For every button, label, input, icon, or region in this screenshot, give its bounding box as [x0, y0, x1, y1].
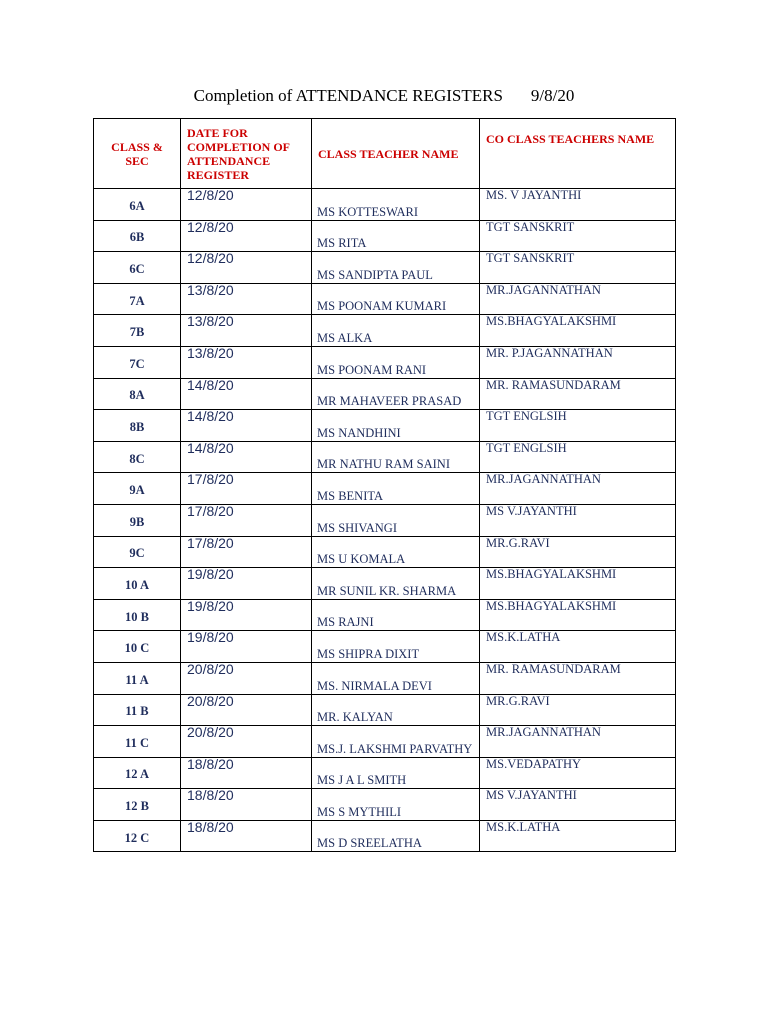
table-row — [94, 536, 676, 568]
table-header — [94, 119, 676, 189]
table-row — [94, 568, 676, 600]
table-row — [94, 189, 676, 221]
class-teacher-cell: MS. NIRMALA DEVI — [312, 662, 480, 694]
completion-date-cell: 12/8/20 — [181, 189, 312, 221]
completion-date-cell: 18/8/20 — [181, 789, 312, 821]
class-section-cell: 8A — [94, 378, 181, 410]
table-row — [94, 726, 676, 758]
class-teacher-cell: MS SANDIPTA PAUL — [312, 252, 480, 284]
completion-date-cell: 20/8/20 — [181, 694, 312, 726]
class-section-cell: 7C — [94, 346, 181, 378]
completion-date-cell: 12/8/20 — [181, 220, 312, 252]
co-class-teacher-cell: MS. V JAYANTHI — [480, 189, 676, 221]
table-row — [94, 252, 676, 284]
document-date: 9/8/20 — [530, 86, 575, 105]
class-teacher-cell: MR SUNIL KR. SHARMA — [312, 568, 480, 600]
completion-date-cell: 17/8/20 — [181, 473, 312, 505]
class-section-cell: 8B — [94, 410, 181, 442]
table-row — [94, 504, 676, 536]
table-row — [94, 631, 676, 663]
co-class-teacher-cell: MS.K.LATHA — [480, 820, 676, 852]
class-teacher-cell: MS RAJNI — [312, 599, 480, 631]
completion-date-cell: 13/8/20 — [181, 283, 312, 315]
co-class-teacher-cell: TGT SANSKRIT — [480, 252, 676, 284]
table-row — [94, 820, 676, 852]
class-section-cell: 7B — [94, 315, 181, 347]
table-row — [94, 662, 676, 694]
co-class-teacher-cell: MR. RAMASUNDARAM — [480, 662, 676, 694]
completion-date-cell: 20/8/20 — [181, 726, 312, 758]
class-section-cell: 6A — [94, 189, 181, 221]
class-section-cell: 6B — [94, 220, 181, 252]
class-teacher-cell: MS U KOMALA — [312, 536, 480, 568]
co-class-teacher-cell: MS V.JAYANTHI — [480, 789, 676, 821]
header-completion-date: DATE FOR COMPLETION OF ATTENDANCE REGISTER — [181, 119, 312, 189]
co-class-teacher-cell: MS V.JAYANTHI — [480, 504, 676, 536]
completion-date-cell: 17/8/20 — [181, 504, 312, 536]
class-teacher-cell: MR MAHAVEER PRASAD — [312, 378, 480, 410]
co-class-teacher-cell: MS.K.LATHA — [480, 631, 676, 663]
class-teacher-cell: MS RITA — [312, 220, 480, 252]
co-class-teacher-cell: TGT SANSKRIT — [480, 220, 676, 252]
class-section-cell: 6C — [94, 252, 181, 284]
completion-date-cell: 18/8/20 — [181, 820, 312, 852]
header-row — [94, 119, 676, 189]
class-section-cell: 9C — [94, 536, 181, 568]
header-co-class-teachers: CO CLASS TEACHERS NAME — [480, 119, 676, 189]
class-section-cell: 8C — [94, 441, 181, 473]
co-class-teacher-cell: MR.JAGANNATHAN — [480, 473, 676, 505]
table-row — [94, 694, 676, 726]
class-teacher-cell: MS J A L SMITH — [312, 757, 480, 789]
class-teacher-cell: MS S MYTHILI — [312, 789, 480, 821]
class-teacher-cell: MS ALKA — [312, 315, 480, 347]
attendance-register-table — [93, 118, 676, 852]
completion-date-cell: 20/8/20 — [181, 662, 312, 694]
header-class-sec: CLASS & SEC — [94, 119, 181, 189]
class-section-cell: 11 C — [94, 726, 181, 758]
class-section-cell: 11 A — [94, 662, 181, 694]
table-row — [94, 473, 676, 505]
class-section-cell: 12 A — [94, 757, 181, 789]
class-section-cell: 9A — [94, 473, 181, 505]
co-class-teacher-cell: MS.BHAGYALAKSHMI — [480, 568, 676, 600]
co-class-teacher-cell: MS.BHAGYALAKSHMI — [480, 599, 676, 631]
class-teacher-cell: MR. KALYAN — [312, 694, 480, 726]
class-teacher-cell: MS BENITA — [312, 473, 480, 505]
class-teacher-cell: MS POONAM RANI — [312, 346, 480, 378]
completion-date-cell: 13/8/20 — [181, 315, 312, 347]
completion-date-cell: 17/8/20 — [181, 536, 312, 568]
co-class-teacher-cell: MS.BHAGYALAKSHMI — [480, 315, 676, 347]
co-class-teacher-cell: MR.JAGANNATHAN — [480, 726, 676, 758]
class-teacher-cell: MR NATHU RAM SAINI — [312, 441, 480, 473]
table-row — [94, 283, 676, 315]
completion-date-cell: 19/8/20 — [181, 568, 312, 600]
class-teacher-cell: MS SHIPRA DIXIT — [312, 631, 480, 663]
co-class-teacher-cell: MS.VEDAPATHY — [480, 757, 676, 789]
completion-date-cell: 13/8/20 — [181, 346, 312, 378]
table-row — [94, 757, 676, 789]
co-class-teacher-cell: MR. RAMASUNDARAM — [480, 378, 676, 410]
header-class-teacher: CLASS TEACHER NAME — [312, 119, 480, 189]
completion-date-cell: 12/8/20 — [181, 252, 312, 284]
co-class-teacher-cell: MR.G.RAVI — [480, 536, 676, 568]
document-title-line — [0, 86, 768, 106]
class-teacher-cell: MS POONAM KUMARI — [312, 283, 480, 315]
class-section-cell: 12 C — [94, 820, 181, 852]
class-section-cell: 9B — [94, 504, 181, 536]
co-class-teacher-cell: TGT ENGLSIH — [480, 441, 676, 473]
table-row — [94, 441, 676, 473]
table-row — [94, 789, 676, 821]
completion-date-cell: 14/8/20 — [181, 441, 312, 473]
completion-date-cell: 18/8/20 — [181, 757, 312, 789]
class-teacher-cell: MS D SREELATHA — [312, 820, 480, 852]
table-row — [94, 346, 676, 378]
class-teacher-cell: MS KOTTESWARI — [312, 189, 480, 221]
class-section-cell: 11 B — [94, 694, 181, 726]
class-teacher-cell: MS SHIVANGI — [312, 504, 480, 536]
class-teacher-cell: MS NANDHINI — [312, 410, 480, 442]
document-title: Completion of ATTENDANCE REGISTERS — [193, 86, 503, 105]
completion-date-cell: 14/8/20 — [181, 410, 312, 442]
class-teacher-cell: MS.J. LAKSHMI PARVATHY — [312, 726, 480, 758]
class-section-cell: 7A — [94, 283, 181, 315]
co-class-teacher-cell: MR.G.RAVI — [480, 694, 676, 726]
class-section-cell: 10 A — [94, 568, 181, 600]
table-row — [94, 378, 676, 410]
co-class-teacher-cell: MR. P.JAGANNATHAN — [480, 346, 676, 378]
co-class-teacher-cell: TGT ENGLSIH — [480, 410, 676, 442]
table-row — [94, 220, 676, 252]
class-section-cell: 10 C — [94, 631, 181, 663]
table-row — [94, 410, 676, 442]
table-row — [94, 599, 676, 631]
class-section-cell: 12 B — [94, 789, 181, 821]
completion-date-cell: 14/8/20 — [181, 378, 312, 410]
co-class-teacher-cell: MR.JAGANNATHAN — [480, 283, 676, 315]
table-row — [94, 315, 676, 347]
completion-date-cell: 19/8/20 — [181, 631, 312, 663]
class-section-cell: 10 B — [94, 599, 181, 631]
completion-date-cell: 19/8/20 — [181, 599, 312, 631]
table-body — [94, 189, 676, 852]
